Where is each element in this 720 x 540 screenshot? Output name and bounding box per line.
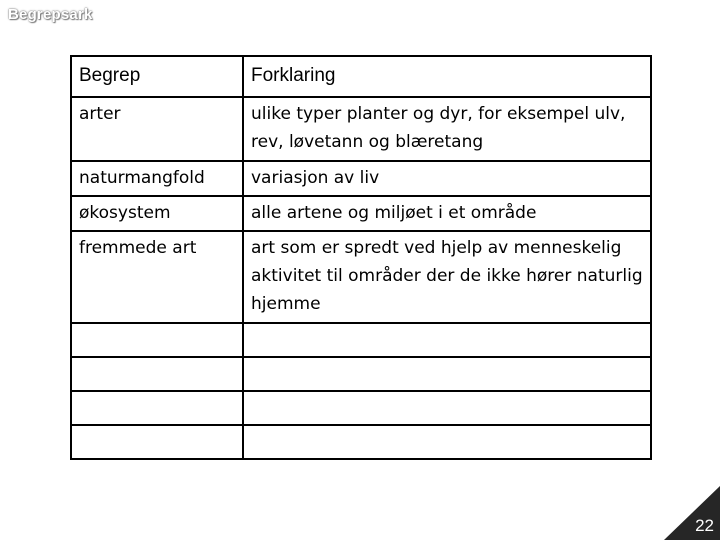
explanation-cell: [243, 323, 651, 357]
term-cell: [71, 425, 243, 459]
table-row: [71, 161, 651, 196]
explanation-cell: variasjon av liv: [243, 161, 651, 196]
term-cell: [71, 323, 243, 357]
table-row: [71, 231, 651, 323]
explanation-cell: [243, 357, 651, 391]
term-cell: fremmede art: [71, 231, 243, 323]
term-cell: økosystem: [71, 196, 243, 231]
table-header-row: [71, 56, 651, 97]
table-row-empty: [71, 357, 651, 391]
term-cell: arter: [71, 97, 243, 161]
term-cell: naturmangfold: [71, 161, 243, 196]
explanation-cell: art som er spredt ved hjelp av menneskelig aktivitet til områder der de ikke hører naturlig hjemme: [243, 231, 651, 323]
header-explanation: Forklaring: [243, 56, 651, 97]
table-row: [71, 196, 651, 231]
table-row: [71, 97, 651, 161]
term-cell: [71, 391, 243, 425]
term-cell: [71, 357, 243, 391]
page-number: 22: [695, 516, 714, 535]
slide-title: Begrepsark: [8, 6, 93, 23]
explanation-cell: alle artene og miljøet i et område: [243, 196, 651, 231]
explanation-cell: [243, 425, 651, 459]
explanation-cell: ulike typer planter og dyr, for eksempel ulv, rev, løvetann og blæretang: [243, 97, 651, 161]
glossary-table: [70, 55, 652, 460]
header-term: Begrep: [71, 56, 243, 97]
explanation-cell: [243, 391, 651, 425]
table-row-empty: [71, 391, 651, 425]
table-row-empty: [71, 425, 651, 459]
table-row-empty: [71, 323, 651, 357]
